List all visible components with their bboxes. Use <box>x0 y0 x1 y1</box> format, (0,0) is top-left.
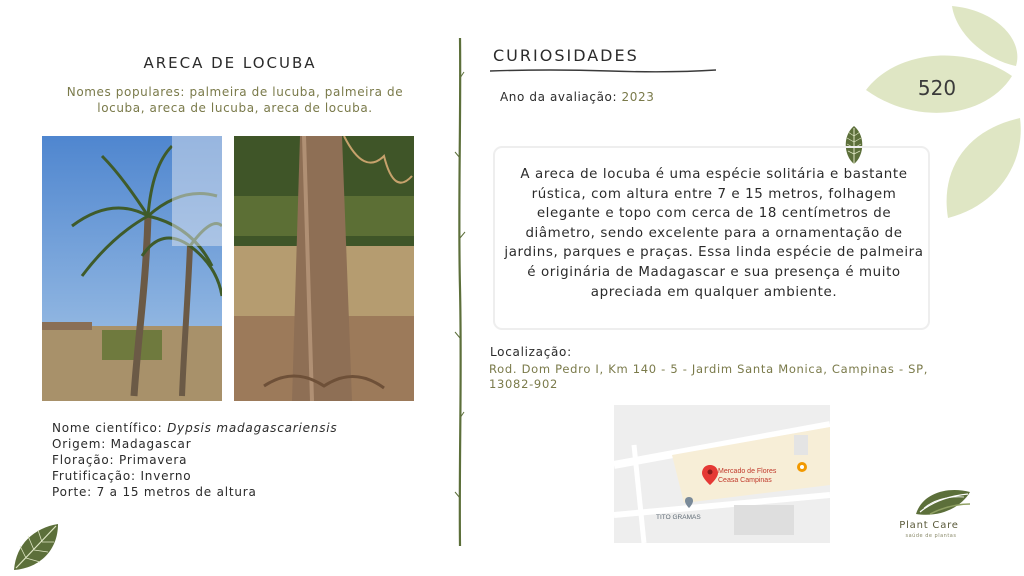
size-row: Porte: 7 a 15 metros de altura <box>52 485 257 499</box>
palm-trunk-photo <box>234 136 414 401</box>
title-underline <box>490 68 716 74</box>
description-text: A areca de locuba é uma espécie solitária e bastante rústica, com altura entre 7 e 15 metros, folhagem elegante e topo com cerca de 18 centímetros de diâmetro, sendo excelente para a ornamentação de jardins, parques e praças. Essa linda espécie de palmeira é originária de Madagascar e sua presença é muito apreciada em qualquer ambiente. <box>504 167 924 300</box>
scientific-name-label: Nome científico: <box>52 421 163 435</box>
map-pin-label-1: Mercado de Flores <box>718 468 777 475</box>
popular-names: Nomes populares: palmeira de lucuba, palmeira de locuba, areca de lucuba, areca de locuba. <box>66 85 404 115</box>
map-place-label: TITO GRAMAS <box>656 514 701 521</box>
logo-tagline: saúde de plantas <box>905 533 957 539</box>
curiosities-title: CURIOSIDADES <box>493 46 639 65</box>
evaluation-year <box>500 90 655 104</box>
scientific-name-row <box>52 420 337 436</box>
location-address: Rod. Dom Pedro I, Km 140 - 5 - Jardim Santa Monica, Campinas - SP, 13082-902 <box>489 362 929 391</box>
scientific-name-value: Dypsis madagascariensis <box>167 421 338 435</box>
logo-name: Plant Care <box>899 520 959 531</box>
plant-care-logo-icon <box>912 484 974 520</box>
page-number-badge: 520 <box>917 76 957 100</box>
fruiting-row: Frutificação: Inverno <box>52 469 192 483</box>
flowering-row: Floração: Primavera <box>52 453 188 467</box>
year-value: 2023 <box>621 90 655 104</box>
leaf-icon <box>8 520 64 576</box>
location-label: Localização: <box>490 345 572 359</box>
palm-tree-photo <box>42 136 222 401</box>
plant-specs <box>52 420 337 500</box>
origin-row: Origem: Madagascar <box>52 437 192 451</box>
map-poi-icon <box>797 462 807 472</box>
plant-title: ARECA DE LOCUBA <box>143 54 317 72</box>
branch-divider-icon <box>452 38 468 546</box>
map-pin-label-2: Ceasa Campinas <box>718 477 772 484</box>
location-map[interactable] <box>614 405 830 543</box>
year-label: Ano da avaliação: <box>500 90 618 104</box>
